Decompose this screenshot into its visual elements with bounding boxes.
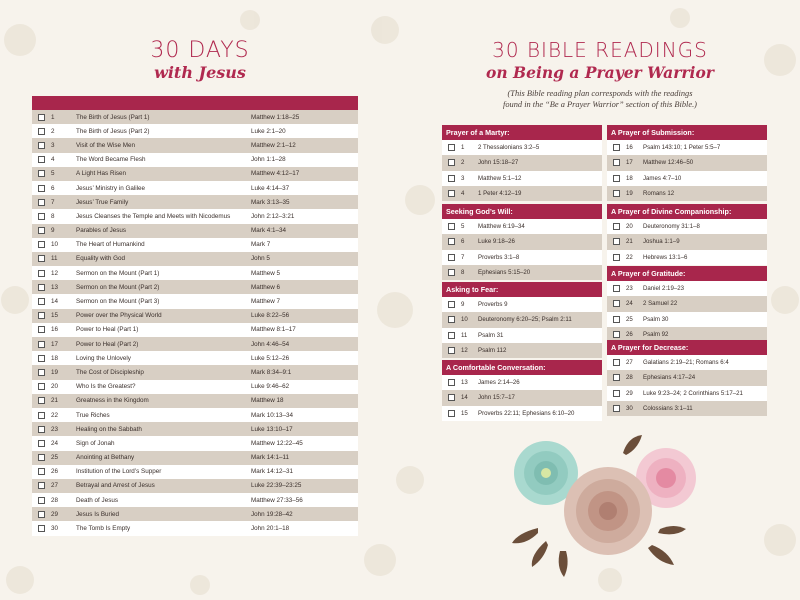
reading-number: 17	[626, 159, 633, 167]
prayer-section	[607, 204, 767, 265]
reading-title: Jesus Cleanses the Temple and Meets with Nicodemus	[76, 212, 231, 220]
scripture-reference: Matthew 12:22–45	[251, 439, 303, 447]
reading-title: Power to Heal (Part 1)	[76, 326, 139, 334]
scripture-reference: John 5	[251, 255, 270, 263]
scripture-reference: Matthew 5	[251, 269, 281, 277]
reading-title: Power over the Physical World	[76, 312, 162, 320]
table-row	[32, 394, 358, 408]
reading-title: Parables of Jesus	[76, 227, 127, 235]
day-number: 20	[51, 383, 59, 391]
checkbox[interactable]	[38, 241, 45, 248]
checkbox[interactable]	[38, 440, 45, 447]
section-heading: A Prayer of Submission:	[607, 125, 767, 140]
scripture-reference: Mark 8:34–9:1	[251, 368, 292, 376]
scripture-reference: Luke 13:10–17	[251, 425, 293, 433]
section-heading: Asking to Fear:	[442, 282, 602, 297]
section-heading: A Prayer of Divine Companionship:	[607, 204, 767, 219]
table-row	[442, 312, 602, 327]
reading-title: Power to Heal (Part 2)	[76, 340, 139, 348]
reading-title: Healing on the Sabbath	[76, 425, 142, 433]
checkbox[interactable]	[448, 175, 455, 182]
leaf-branch-left	[512, 528, 568, 577]
checkbox[interactable]	[613, 374, 620, 381]
checkbox[interactable]	[613, 390, 620, 397]
prayer-section	[607, 266, 767, 342]
scripture-reference: Luke 22:39–23:25	[251, 482, 302, 490]
prayer-section	[442, 125, 602, 201]
scripture-reference: Proverbs 3:1–8	[478, 253, 520, 261]
checkbox[interactable]	[448, 269, 455, 276]
checkbox[interactable]	[613, 238, 620, 245]
reading-number: 9	[461, 301, 465, 309]
reading-title: Anointing at Bethany	[76, 454, 135, 462]
table-row	[32, 195, 358, 209]
reading-title: Death of Jesus	[76, 496, 119, 504]
table-row	[32, 351, 358, 365]
reading-number: 12	[461, 347, 468, 355]
scripture-reference: Matthew 12:46–50	[643, 159, 694, 167]
reading-number: 22	[626, 253, 633, 261]
table-row	[32, 436, 358, 450]
reading-number: 3	[461, 174, 465, 182]
left-title: 30 DAYS	[150, 38, 250, 63]
table-row	[32, 138, 358, 152]
checkbox[interactable]	[448, 332, 455, 339]
scripture-reference: Luke 9:18–26	[478, 238, 515, 246]
reading-number: 29	[626, 389, 633, 397]
table-row	[442, 328, 602, 343]
scripture-reference: Matthew 8:1–17	[251, 326, 296, 334]
table-row	[442, 140, 602, 155]
scripture-reference: 1 Peter 4:12–19	[478, 190, 522, 198]
reading-title: Jesus Is Buried	[76, 510, 120, 518]
scripture-reference: Matthew 7	[251, 298, 281, 306]
checkbox[interactable]	[448, 394, 455, 401]
table-row	[32, 479, 358, 493]
checkbox[interactable]	[613, 405, 620, 412]
scripture-reference: John 19:28–42	[251, 510, 293, 518]
reading-number: 24	[626, 300, 633, 308]
reading-number: 10	[461, 316, 468, 324]
section-heading: A Comfortable Conversation:	[442, 360, 602, 375]
table-row	[32, 365, 358, 379]
plan-note	[400, 88, 800, 110]
day-number: 16	[51, 326, 59, 334]
scripture-reference: Matthew 2:1–12	[251, 141, 296, 149]
table-row	[442, 390, 602, 405]
reading-title: Sermon on the Mount (Part 2)	[76, 283, 160, 291]
prayer-section	[607, 125, 767, 201]
reading-number: 21	[626, 238, 633, 246]
checkbox[interactable]	[38, 298, 45, 305]
scripture-reference: John 15:18–27	[478, 159, 519, 167]
day-number: 18	[51, 354, 59, 362]
reading-number: 8	[461, 269, 465, 277]
reading-title: Greatness in the Kingdom	[76, 397, 149, 405]
reading-number: 28	[626, 374, 633, 382]
scripture-reference: Hebrews 13:1–6	[643, 253, 688, 261]
reading-number: 15	[461, 409, 468, 417]
right-title: 30 BIBLE READINGS	[492, 38, 708, 62]
checkbox[interactable]	[448, 238, 455, 245]
scripture-reference: John 2:12–3:21	[251, 212, 295, 220]
checkbox[interactable]	[38, 185, 45, 192]
reading-title: Jesus’ True Family	[76, 198, 129, 206]
checkbox[interactable]	[448, 347, 455, 354]
scripture-reference: John 4:46–54	[251, 340, 290, 348]
scripture-reference: Luke 9:23–24; 2 Corinthians 5:17–21	[643, 389, 743, 397]
day-number: 22	[51, 411, 59, 419]
reading-title: Equality with God	[76, 255, 126, 263]
reading-number: 4	[461, 190, 465, 198]
flower-illustration	[508, 433, 708, 583]
scripture-reference: Matthew 5:1–12	[478, 174, 522, 182]
day-number: 14	[51, 298, 59, 306]
table-row	[32, 507, 358, 521]
table-row	[442, 343, 602, 358]
day-number: 17	[51, 340, 59, 348]
table-row	[442, 375, 602, 390]
scripture-reference: Deuteronomy 6:20–25; Psalm 2:11	[478, 316, 572, 324]
scripture-reference: Mark 10:13–34	[251, 411, 294, 419]
day-number: 19	[51, 368, 59, 376]
scripture-reference: Psalm 30	[643, 315, 669, 323]
table-row	[32, 280, 358, 294]
table-row	[607, 171, 767, 186]
scripture-reference: John 15:7–17	[478, 394, 515, 402]
reading-title: True Riches	[76, 411, 110, 419]
table-row	[607, 234, 767, 249]
table-row	[442, 234, 602, 249]
table-row	[607, 281, 767, 296]
checkbox[interactable]	[448, 410, 455, 417]
scripture-reference: Mark 7	[251, 241, 271, 249]
reading-number: 19	[626, 190, 633, 198]
day-number: 27	[51, 482, 59, 490]
day-number: 4	[51, 156, 55, 164]
scripture-reference: Joshua 1:1–9	[643, 238, 680, 246]
day-number: 25	[51, 454, 59, 462]
day-number: 21	[51, 397, 59, 405]
reading-title: The Word Became Flesh	[76, 156, 146, 164]
scripture-reference: John 20:1–18	[251, 525, 290, 533]
prayer-section	[442, 360, 602, 421]
day-number: 1	[51, 113, 55, 121]
checkbox[interactable]	[448, 223, 455, 230]
checkbox[interactable]	[38, 426, 45, 433]
table-row	[607, 355, 767, 370]
day-number: 29	[51, 510, 59, 518]
scripture-reference: 2 Thessalonians 3:2–5	[478, 144, 540, 152]
scripture-reference: Matthew 27:33–56	[251, 496, 303, 504]
scripture-reference: Matthew 6:19–34	[478, 223, 525, 231]
table-row	[607, 312, 767, 327]
day-number: 8	[51, 212, 55, 220]
prayer-section	[442, 204, 602, 280]
checkbox[interactable]	[448, 379, 455, 386]
reading-title: Sign of Jonah	[76, 439, 115, 447]
scripture-reference: Luke 9:46–62	[251, 383, 290, 391]
checkbox[interactable]	[613, 300, 620, 307]
reading-number: 7	[461, 253, 465, 261]
table-row	[32, 110, 358, 124]
table-row	[442, 155, 602, 170]
scripture-reference: Psalm 143:10; 1 Peter 5:5–7	[643, 144, 721, 152]
checkbox[interactable]	[38, 128, 45, 135]
scripture-reference: Psalm 92	[643, 331, 669, 339]
day-number: 26	[51, 468, 59, 476]
day-number: 11	[51, 255, 58, 263]
reading-number: 16	[626, 144, 633, 152]
prayer-section	[442, 282, 602, 358]
checkbox[interactable]	[613, 359, 620, 366]
table-row	[32, 323, 358, 337]
scripture-reference: John 1:1–28	[251, 156, 286, 164]
reading-title: Institution of the Lord’s Supper	[76, 468, 162, 476]
scripture-reference: Matthew 1:18–25	[251, 113, 300, 121]
table-row	[442, 186, 602, 201]
checkbox[interactable]	[613, 190, 620, 197]
reading-title: Jesus’ Ministry in Galilee	[76, 184, 146, 192]
reading-title: Visit of the Wise Men	[76, 141, 136, 149]
checkbox[interactable]	[448, 159, 455, 166]
table-row	[442, 265, 602, 280]
table-row	[442, 250, 602, 265]
prayer-section	[607, 340, 767, 416]
table-row	[32, 124, 358, 138]
day-number: 7	[51, 198, 55, 206]
checkbox[interactable]	[38, 355, 45, 362]
checkbox[interactable]	[38, 326, 45, 333]
scripture-reference: Colossians 3:1–11	[643, 405, 693, 413]
checkbox[interactable]	[448, 316, 455, 323]
reading-number: 26	[626, 331, 633, 339]
reading-title: The Cost of Discipleship	[76, 368, 144, 376]
reading-number: 2	[461, 159, 465, 167]
day-number: 30	[51, 525, 59, 533]
scripture-reference: Mark 14:12–31	[251, 468, 294, 476]
scripture-reference: Psalm 31	[478, 331, 504, 339]
checkbox[interactable]	[38, 468, 45, 475]
reading-number: 23	[626, 285, 633, 293]
day-number: 5	[51, 170, 55, 178]
checkbox[interactable]	[38, 213, 45, 220]
reading-number: 6	[461, 238, 465, 246]
reading-number: 30	[626, 405, 633, 413]
checkbox[interactable]	[613, 223, 620, 230]
checkbox[interactable]	[38, 397, 45, 404]
day-number: 6	[51, 184, 55, 192]
scripture-reference: Luke 2:1–20	[251, 127, 286, 135]
scripture-reference: Luke 8:22–56	[251, 312, 290, 320]
day-number: 24	[51, 439, 59, 447]
checkbox[interactable]	[38, 341, 45, 348]
scripture-reference: Mark 3:13–35	[251, 198, 290, 206]
reading-title: The Birth of Jesus (Part 1)	[76, 113, 150, 121]
checkbox[interactable]	[448, 301, 455, 308]
table-header-bar	[32, 96, 358, 110]
checkbox[interactable]	[448, 254, 455, 261]
reading-table-30-days	[32, 96, 358, 536]
checkbox[interactable]	[613, 159, 620, 166]
scripture-reference: Mark 14:1–11	[251, 454, 290, 462]
checkbox[interactable]	[448, 190, 455, 197]
table-row	[442, 171, 602, 186]
plan-note-line-2: found in the “Be a Prayer Warrior” section of this Bible.)	[503, 100, 697, 109]
scripture-reference: Galatians 2:19–21; Romans 6:4	[643, 359, 729, 367]
table-row	[32, 493, 358, 507]
table-row	[32, 238, 358, 252]
reading-number: 5	[461, 223, 465, 231]
reading-title: Sermon on the Mount (Part 3)	[76, 298, 160, 306]
scripture-reference: Ephesians 4:17–24	[643, 374, 696, 382]
table-row	[607, 250, 767, 265]
scripture-reference: Daniel 2:19–23	[643, 285, 684, 293]
reading-number: 25	[626, 315, 633, 323]
reading-number: 20	[626, 223, 633, 231]
checkbox[interactable]	[38, 114, 45, 121]
reading-title: Sermon on the Mount (Part 1)	[76, 269, 160, 277]
reading-title: The Tomb Is Empty	[76, 525, 131, 533]
scripture-reference: Luke 4:14–37	[251, 184, 290, 192]
reading-number: 1	[461, 144, 465, 152]
section-heading: A Prayer of Gratitude:	[607, 266, 767, 281]
section-heading: Prayer of a Martyr:	[442, 125, 602, 140]
table-row	[607, 186, 767, 201]
scripture-reference: Luke 5:12–26	[251, 354, 290, 362]
table-row	[32, 266, 358, 280]
right-subtitle: on Being a Prayer Warrior	[486, 63, 714, 82]
table-row	[607, 370, 767, 385]
checkbox[interactable]	[613, 254, 620, 261]
table-row	[607, 155, 767, 170]
scripture-reference: James 4:7–10	[643, 174, 682, 182]
day-number: 3	[51, 141, 55, 149]
table-row	[32, 451, 358, 465]
table-row	[32, 294, 358, 308]
scripture-reference: Deuteronomy 31:1–8	[643, 223, 700, 231]
section-heading: A Prayer for Decrease:	[607, 340, 767, 355]
table-row	[32, 209, 358, 223]
scripture-reference: Romans 12	[643, 190, 675, 198]
left-subtitle: with Jesus	[154, 63, 246, 82]
table-row	[32, 167, 358, 181]
checkbox[interactable]	[38, 482, 45, 489]
checkbox[interactable]	[38, 383, 45, 390]
table-row	[607, 219, 767, 234]
checkbox[interactable]	[38, 142, 45, 149]
checkbox[interactable]	[613, 316, 620, 323]
checkbox[interactable]	[38, 170, 45, 177]
checkbox[interactable]	[38, 284, 45, 291]
table-row	[32, 181, 358, 195]
checkbox[interactable]	[38, 497, 45, 504]
checkbox[interactable]	[38, 255, 45, 262]
reading-number: 27	[626, 359, 633, 367]
table-row	[32, 422, 358, 436]
reading-number: 11	[461, 331, 468, 339]
day-number: 15	[51, 312, 59, 320]
table-row	[607, 140, 767, 155]
plan-note-line-1: (This Bible reading plan corresponds with the readings	[507, 89, 693, 98]
table-row	[607, 296, 767, 311]
day-number: 9	[51, 227, 55, 235]
day-number: 10	[51, 241, 59, 249]
scripture-reference: Matthew 18	[251, 397, 284, 405]
checkbox[interactable]	[613, 331, 620, 338]
table-row	[32, 224, 358, 238]
table-row	[32, 465, 358, 479]
table-row	[32, 408, 358, 422]
reading-title: Betrayal and Arrest of Jesus	[76, 482, 155, 490]
checkbox[interactable]	[38, 454, 45, 461]
table-row	[607, 386, 767, 401]
scripture-reference: Ephesians 5:15–20	[478, 269, 531, 277]
checkbox[interactable]	[38, 525, 45, 532]
checkbox[interactable]	[38, 227, 45, 234]
checkbox[interactable]	[613, 285, 620, 292]
reading-title: A Light Has Risen	[76, 170, 127, 178]
checkbox[interactable]	[38, 270, 45, 277]
right-page	[400, 0, 800, 600]
reading-number: 13	[461, 379, 468, 387]
checkbox[interactable]	[38, 199, 45, 206]
blush-rose	[564, 467, 652, 555]
day-number: 28	[51, 496, 59, 504]
table-row	[32, 380, 358, 394]
table-row	[32, 337, 358, 351]
scripture-reference: Proverbs 22:11; Ephesians 6:10–20	[478, 409, 575, 417]
day-number: 23	[51, 425, 59, 433]
checkbox[interactable]	[38, 312, 45, 319]
checkbox[interactable]	[448, 144, 455, 151]
reading-title: Loving the Unlovely	[76, 354, 131, 362]
table-row	[442, 219, 602, 234]
table-row	[32, 521, 358, 535]
checkbox[interactable]	[613, 144, 620, 151]
day-number: 12	[51, 269, 59, 277]
reading-title: The Birth of Jesus (Part 2)	[76, 127, 150, 135]
day-number: 13	[51, 283, 59, 291]
table-row	[32, 153, 358, 167]
scripture-reference: Matthew 4:12–17	[251, 170, 300, 178]
scripture-reference: Proverbs 9	[478, 301, 508, 309]
checkbox[interactable]	[38, 369, 45, 376]
reading-title: The Heart of Humankind	[76, 241, 145, 249]
checkbox[interactable]	[613, 175, 620, 182]
reading-number: 14	[461, 394, 468, 402]
table-row	[607, 401, 767, 416]
scripture-reference: Psalm 112	[478, 347, 507, 355]
section-heading: Seeking God’s Will:	[442, 204, 602, 219]
reading-title: Who Is the Greatest?	[76, 383, 136, 391]
table-row	[32, 309, 358, 323]
table-row	[442, 406, 602, 421]
table-row	[32, 252, 358, 266]
scripture-reference: Mark 4:1–34	[251, 227, 287, 235]
day-number: 2	[51, 127, 55, 135]
scripture-reference: 2 Samuel 22	[643, 300, 678, 308]
checkbox[interactable]	[38, 156, 45, 163]
table-row	[442, 297, 602, 312]
scripture-reference: Matthew 6	[251, 283, 281, 291]
checkbox[interactable]	[38, 511, 45, 518]
checkbox[interactable]	[38, 412, 45, 419]
reading-number: 18	[626, 174, 633, 182]
scripture-reference: James 2:14–26	[478, 379, 520, 387]
